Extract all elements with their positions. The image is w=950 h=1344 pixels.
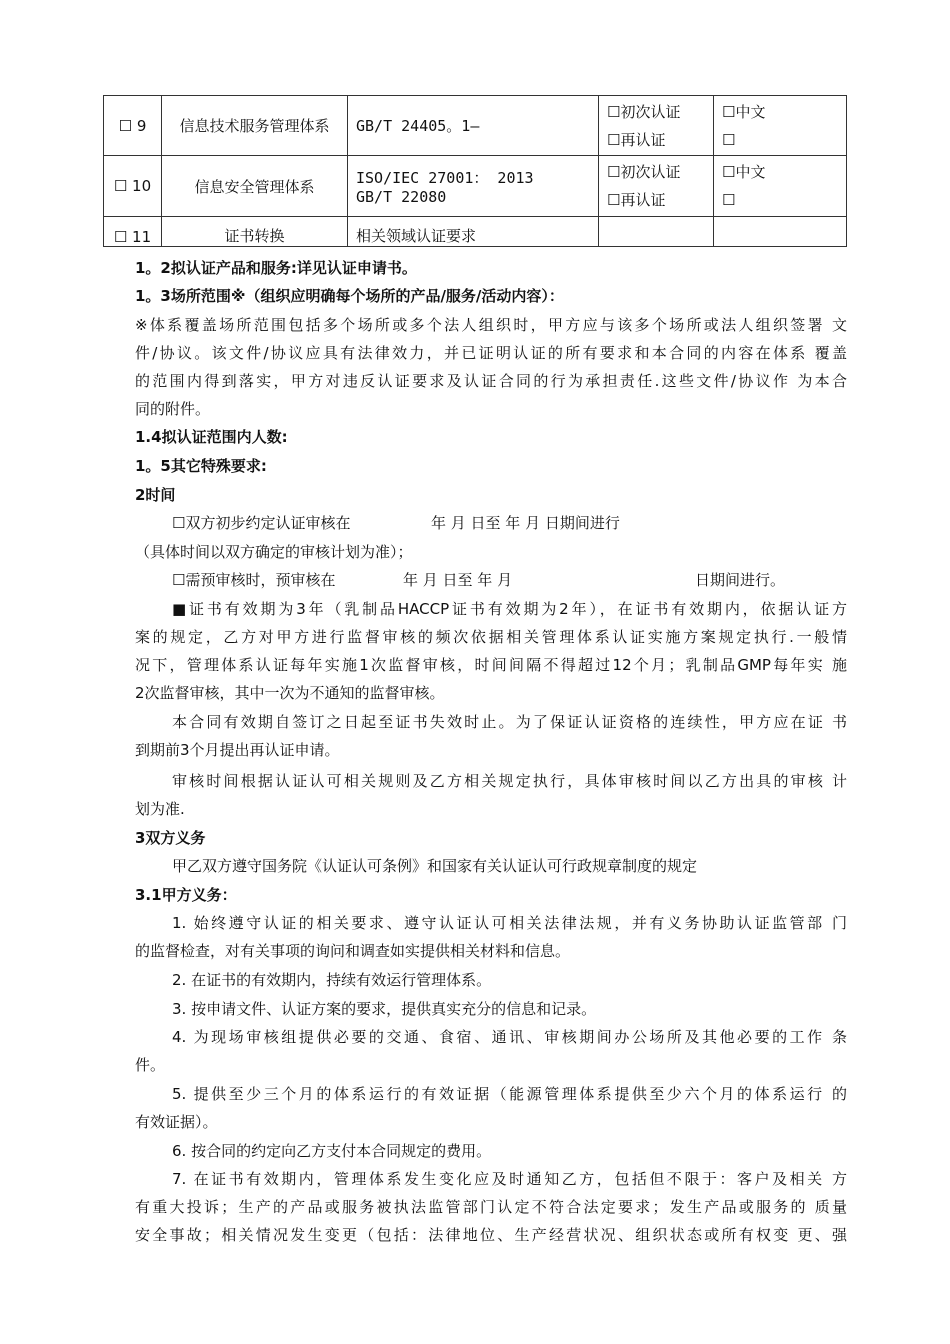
standard-line: GB/T 22080: [356, 187, 447, 206]
paragraph-line: 划为准.: [135, 800, 185, 818]
list-item-line: 6. 按合同的约定向乙方支付本合同规定的费用。: [172, 1142, 492, 1160]
list-item-line: 3. 按申请文件、认证方案的要求，提供真实充分的信息和记录。: [172, 1000, 597, 1018]
section-2-heading: 2时间: [135, 486, 176, 504]
item-2: [135, 966, 847, 994]
paragraph-line: 审核时间根据认证认可相关规则及乙方相关规定执行，具体审核时间以乙方出具的审核 计: [172, 772, 847, 790]
list-item-line: 4. 为现场审核组提供必要的交通、食宿、通讯、审核期间办公场所及其他必要的工作 条: [172, 1028, 847, 1046]
section-3-1-heading: 3.1甲方义务：: [135, 886, 237, 904]
row-number-checkbox[interactable]: ☐ 10: [104, 156, 162, 217]
validity-paragraph: [135, 595, 847, 707]
cert-type-cell: [599, 96, 714, 156]
cert-type-cell: [599, 217, 714, 247]
audit-date-checkbox[interactable]: ☐双方初步约定认证审核在: [172, 514, 351, 532]
section-3-heading: 3双方义务: [135, 829, 206, 847]
paragraph-line: 的范围内得到落实，甲方对违反认证要求及认证合同的行为承担责任.这些文件/协议作 为本合: [135, 372, 847, 390]
item-5: [135, 1080, 847, 1136]
standard-cell: [348, 156, 599, 217]
section-1-3: 1。3场所范围※（组织应明确每个场所的产品/服务/活动内容）：: [135, 287, 564, 305]
item-6: [135, 1137, 847, 1165]
list-item-line: 的监督检查，对有关事项的询问和调查如实提供相关材料和信息。: [135, 942, 571, 960]
chinese-checkbox[interactable]: ☐中文: [722, 102, 766, 121]
system-name: 证书转换: [162, 217, 348, 247]
paragraph-line: 同的附件。: [135, 400, 211, 418]
list-item-line: 2. 在证书的有效期内，持续有效运行管理体系。: [172, 971, 492, 989]
standard-line: GB/T 24405。1—: [356, 117, 480, 135]
section-1-2: 1。2拟认证产品和服务:详见认证申请书。: [135, 259, 417, 277]
paragraph-line: 案的规定，乙方对甲方进行监督审核的频次依据相关管理体系认证实施方案规定执行.一般情: [135, 628, 847, 646]
paragraph-line: 到期前3个月提出再认证申请。: [135, 741, 340, 759]
other-language-checkbox[interactable]: ☐: [722, 130, 736, 149]
contract-validity-paragraph: [135, 708, 847, 764]
certification-table: [103, 95, 847, 247]
pre-audit-checkbox[interactable]: ☐需预审核时，预审核在: [172, 571, 336, 589]
chinese-checkbox[interactable]: ☐中文: [722, 163, 766, 181]
audit-date-range: 年 月 日至 年 月 日期间进行: [431, 514, 620, 532]
standard-cell: 相关领域认证要求: [348, 217, 599, 247]
recert-checkbox[interactable]: ☐再认证: [607, 191, 666, 209]
table-row: [104, 217, 847, 247]
row-number-checkbox[interactable]: ☐ 9: [104, 96, 162, 156]
paragraph-line: ■证书有效期为3年（乳制品HACCP证书有效期为2年），在证书有效期内，依据认证方: [172, 600, 847, 618]
list-item-line: 5. 提供至少三个月的体系运行的有效证据（能源管理体系提供至少六个月的体系运行 的: [172, 1085, 847, 1103]
table-row: [104, 156, 847, 217]
row-number-checkbox[interactable]: ☐ 11: [104, 217, 162, 247]
language-cell: [714, 156, 847, 217]
system-name: 信息技术服务管理体系: [162, 96, 348, 156]
paragraph-line: 2次监督审核，其中一次为不通知的监督审核。: [135, 684, 445, 702]
item-4: [135, 1023, 847, 1079]
section-1-4: 1.4拟认证范围内人数:: [135, 428, 288, 446]
item-7: [135, 1165, 847, 1249]
paragraph-line: 件/协议。该文件/协议应具有法律效力，并已证明认证的所有要求和本合同的内容在体系 覆盖: [135, 344, 847, 362]
list-item-line: 7. 在证书有效期内，管理体系发生变化应及时通知乙方，包括但不限于：客户及相关 方: [172, 1170, 847, 1188]
standard-line: ISO/IEC 27001： 2013: [356, 168, 534, 187]
paragraph-line: 本合同有效期自签订之日起至证书失效时止。为了保证认证资格的连续性，甲方应在证 书: [172, 713, 847, 731]
table-row: [104, 96, 847, 156]
list-item-line: 有效证据）。: [135, 1113, 218, 1131]
system-name: 信息安全管理体系: [162, 156, 348, 217]
standard-cell: [348, 96, 599, 156]
item-1: [135, 909, 847, 965]
language-cell: [714, 96, 847, 156]
paragraph-line: ※体系覆盖场所范围包括多个场所或多个法人组织时，甲方应与该多个场所或法人组织签署 文: [135, 316, 847, 334]
audit-date-note: （具体时间以双方确定的审核计划为准）；: [135, 543, 413, 561]
recert-checkbox[interactable]: ☐再认证: [607, 130, 666, 149]
list-item-line: 有重大投诉；生产的产品或服务被执法监管部门认定不符合法定要求；发生产品或服务的 质量: [135, 1198, 847, 1216]
pre-audit-date-end: 日期间进行。: [695, 571, 786, 589]
initial-cert-checkbox[interactable]: ☐初次认证: [607, 102, 681, 121]
pre-audit-date-range: 年 月 日至 年 月: [403, 571, 513, 589]
list-item-line: 安全事故；相关情况发生变更（包括：法律地位、生产经营状况、组织状态或所有权变 更、强: [135, 1226, 847, 1244]
obligations-intro: [135, 852, 847, 880]
audit-time-paragraph: [135, 767, 847, 823]
other-language-checkbox[interactable]: ☐: [722, 191, 736, 209]
initial-cert-checkbox[interactable]: ☐初次认证: [607, 163, 681, 181]
item-3: [135, 995, 847, 1023]
language-cell: [714, 217, 847, 247]
list-item-line: 件。: [135, 1056, 166, 1074]
paragraph-line: 甲乙双方遵守国务院《认证认可条例》和国家有关认证认可行政规章制度的规定: [172, 857, 698, 875]
section-1-5: 1。5其它特殊要求:: [135, 457, 267, 475]
scope-paragraph: [135, 311, 847, 423]
paragraph-line: 况下，管理体系认证每年实施1次监督审核，时间间隔不得超过12个月；乳制品GMP每年实 施: [135, 656, 847, 674]
list-item-line: 1. 始终遵守认证的相关要求、遵守认证认可相关法律法规，并有义务协助认证监管部 门: [172, 914, 847, 932]
cert-type-cell: [599, 156, 714, 217]
